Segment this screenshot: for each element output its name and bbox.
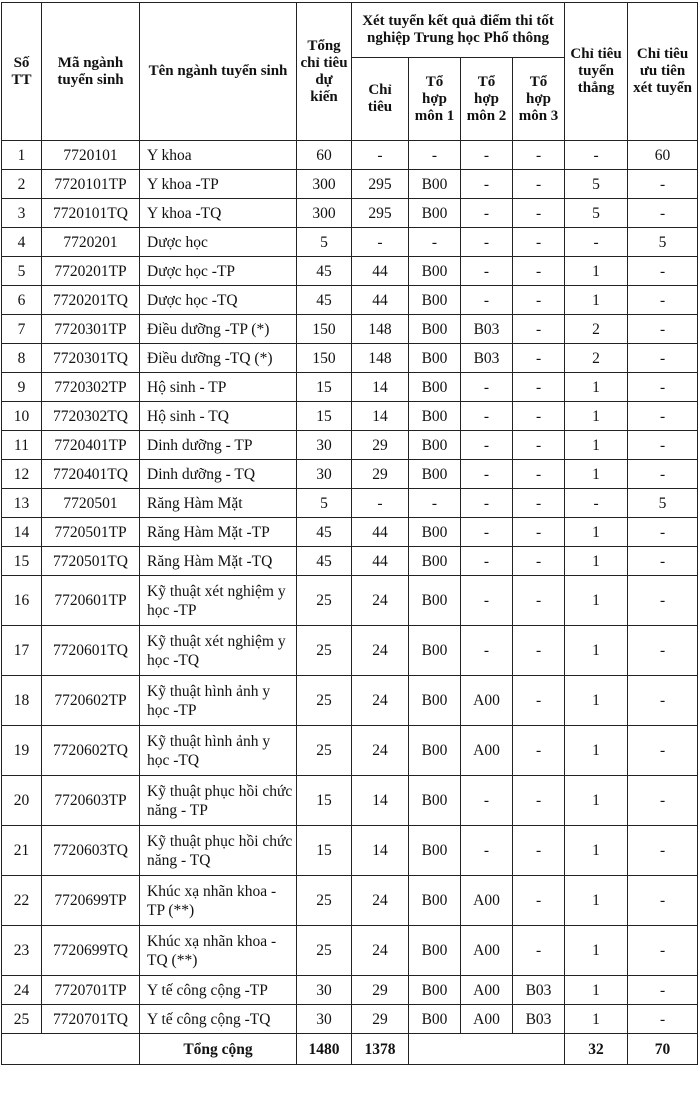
table-row <box>2 489 698 518</box>
table-row <box>2 170 698 199</box>
table-row <box>2 626 698 676</box>
cell-to-hop-1: B00 <box>409 373 461 402</box>
cell-ma-nganh: 7720602TP <box>42 676 140 726</box>
table-body <box>2 141 698 1034</box>
cell-stt: 6 <box>2 286 42 315</box>
cell-to-hop-1: B00 <box>409 926 461 976</box>
cell-to-hop-1: B00 <box>409 460 461 489</box>
cell-tuyen-thang: 1 <box>565 1005 628 1034</box>
cell-to-hop-2: - <box>461 547 513 576</box>
cell-to-hop-2: B03 <box>461 315 513 344</box>
cell-uu-tien: - <box>628 826 698 876</box>
header-chi-tieu: Chỉ tiêu <box>352 58 409 141</box>
cell-tuyen-thang: 1 <box>565 257 628 286</box>
header-to-hop-3: Tổ hợp môn 3 <box>513 58 565 141</box>
cell-to-hop-1: - <box>409 489 461 518</box>
cell-stt: 15 <box>2 547 42 576</box>
cell-ten-nganh: Hộ sinh - TP <box>140 373 297 402</box>
header-tuyen-thang: Chỉ tiêu tuyển thẳng <box>565 3 628 141</box>
cell-to-hop-1: B00 <box>409 344 461 373</box>
table-row <box>2 518 698 547</box>
cell-chi-tieu: 148 <box>352 344 409 373</box>
cell-tuyen-thang: 1 <box>565 460 628 489</box>
cell-to-hop-1: B00 <box>409 286 461 315</box>
cell-tuyen-thang: 1 <box>565 576 628 626</box>
table-row <box>2 431 698 460</box>
cell-stt: 4 <box>2 228 42 257</box>
cell-to-hop-3: B03 <box>513 976 565 1005</box>
cell-to-hop-1: B00 <box>409 518 461 547</box>
cell-ma-nganh: 7720302TP <box>42 373 140 402</box>
table-row <box>2 286 698 315</box>
cell-chi-tieu: 14 <box>352 373 409 402</box>
cell-tong: 300 <box>297 170 352 199</box>
cell-tong: 150 <box>297 315 352 344</box>
cell-tuyen-thang: 1 <box>565 547 628 576</box>
table-row <box>2 726 698 776</box>
total-chi-tieu: 1378 <box>352 1034 409 1065</box>
cell-ma-nganh: 7720101TQ <box>42 199 140 228</box>
total-empty-cell <box>2 1034 140 1065</box>
cell-chi-tieu: 24 <box>352 926 409 976</box>
table-row <box>2 199 698 228</box>
cell-to-hop-2: - <box>461 460 513 489</box>
cell-tuyen-thang: 1 <box>565 518 628 547</box>
cell-ten-nganh: Dinh dưỡng - TQ <box>140 460 297 489</box>
cell-chi-tieu: 29 <box>352 1005 409 1034</box>
total-label: Tổng cộng <box>140 1034 297 1065</box>
cell-chi-tieu: - <box>352 228 409 257</box>
cell-tuyen-thang: 1 <box>565 726 628 776</box>
cell-ma-nganh: 7720699TP <box>42 876 140 926</box>
cell-uu-tien: - <box>628 460 698 489</box>
cell-tong: 15 <box>297 776 352 826</box>
cell-to-hop-1: B00 <box>409 676 461 726</box>
cell-uu-tien: - <box>628 926 698 976</box>
cell-ten-nganh: Răng Hàm Mặt -TQ <box>140 547 297 576</box>
cell-uu-tien: - <box>628 776 698 826</box>
cell-ma-nganh: 7720201 <box>42 228 140 257</box>
cell-uu-tien: 5 <box>628 228 698 257</box>
cell-tong: 25 <box>297 576 352 626</box>
cell-ma-nganh: 7720101TP <box>42 170 140 199</box>
cell-ma-nganh: 7720701TQ <box>42 1005 140 1034</box>
cell-to-hop-2: - <box>461 626 513 676</box>
cell-to-hop-3: - <box>513 199 565 228</box>
cell-ma-nganh: 7720201TP <box>42 257 140 286</box>
cell-chi-tieu: 29 <box>352 460 409 489</box>
cell-to-hop-2: A00 <box>461 926 513 976</box>
total-uu-tien: 70 <box>628 1034 698 1065</box>
table-row <box>2 976 698 1005</box>
cell-tong: 15 <box>297 402 352 431</box>
cell-to-hop-3: - <box>513 626 565 676</box>
cell-tong: 45 <box>297 518 352 547</box>
table-row <box>2 676 698 726</box>
cell-chi-tieu: - <box>352 489 409 518</box>
cell-ten-nganh: Kỹ thuật xét nghiệm y học -TQ <box>140 626 297 676</box>
cell-tuyen-thang: 1 <box>565 431 628 460</box>
table-row <box>2 926 698 976</box>
cell-to-hop-2: A00 <box>461 676 513 726</box>
cell-tong: 25 <box>297 876 352 926</box>
cell-ten-nganh: Y khoa -TP <box>140 170 297 199</box>
cell-uu-tien: - <box>628 1005 698 1034</box>
cell-to-hop-3: - <box>513 315 565 344</box>
cell-stt: 24 <box>2 976 42 1005</box>
cell-tong: 25 <box>297 676 352 726</box>
table-row <box>2 373 698 402</box>
cell-to-hop-2: - <box>461 826 513 876</box>
cell-to-hop-1: B00 <box>409 257 461 286</box>
table-row <box>2 460 698 489</box>
cell-uu-tien: - <box>628 726 698 776</box>
cell-to-hop-1: B00 <box>409 576 461 626</box>
cell-to-hop-3: - <box>513 344 565 373</box>
cell-to-hop-3: - <box>513 170 565 199</box>
cell-ten-nganh: Hộ sinh - TQ <box>140 402 297 431</box>
cell-tuyen-thang: 5 <box>565 170 628 199</box>
cell-chi-tieu: 44 <box>352 547 409 576</box>
cell-stt: 25 <box>2 1005 42 1034</box>
table-header <box>2 3 698 141</box>
cell-uu-tien: - <box>628 257 698 286</box>
cell-uu-tien: 5 <box>628 489 698 518</box>
cell-uu-tien: - <box>628 676 698 726</box>
admission-quota-table <box>1 2 698 1065</box>
cell-uu-tien: 60 <box>628 141 698 170</box>
table-row <box>2 141 698 170</box>
cell-to-hop-3: - <box>513 228 565 257</box>
cell-ten-nganh: Kỹ thuật xét nghiệm y học -TP <box>140 576 297 626</box>
cell-to-hop-2: - <box>461 199 513 228</box>
cell-tuyen-thang: - <box>565 228 628 257</box>
cell-stt: 14 <box>2 518 42 547</box>
header-stt: Số TT <box>2 3 42 141</box>
cell-ma-nganh: 7720101 <box>42 141 140 170</box>
cell-stt: 23 <box>2 926 42 976</box>
cell-to-hop-1: B00 <box>409 626 461 676</box>
cell-ma-nganh: 7720401TP <box>42 431 140 460</box>
cell-tong: 15 <box>297 373 352 402</box>
cell-tong: 25 <box>297 926 352 976</box>
header-ma-nganh: Mã ngành tuyển sinh <box>42 3 140 141</box>
cell-tuyen-thang: 2 <box>565 344 628 373</box>
cell-chi-tieu: 24 <box>352 876 409 926</box>
cell-uu-tien: - <box>628 402 698 431</box>
cell-to-hop-1: B00 <box>409 1005 461 1034</box>
cell-ma-nganh: 7720501 <box>42 489 140 518</box>
cell-to-hop-2: A00 <box>461 726 513 776</box>
cell-ma-nganh: 7720602TQ <box>42 726 140 776</box>
cell-tong: 30 <box>297 460 352 489</box>
cell-uu-tien: - <box>628 876 698 926</box>
cell-stt: 3 <box>2 199 42 228</box>
cell-uu-tien: - <box>628 344 698 373</box>
cell-to-hop-1: - <box>409 141 461 170</box>
cell-to-hop-2: - <box>461 170 513 199</box>
cell-uu-tien: - <box>628 315 698 344</box>
cell-ma-nganh: 7720601TQ <box>42 626 140 676</box>
cell-to-hop-1: B00 <box>409 315 461 344</box>
table-row <box>2 257 698 286</box>
cell-stt: 18 <box>2 676 42 726</box>
cell-to-hop-3: - <box>513 726 565 776</box>
cell-to-hop-1: B00 <box>409 876 461 926</box>
header-ten-nganh: Tên ngành tuyển sinh <box>140 3 297 141</box>
cell-stt: 7 <box>2 315 42 344</box>
cell-to-hop-2: - <box>461 489 513 518</box>
cell-uu-tien: - <box>628 286 698 315</box>
cell-tong: 25 <box>297 726 352 776</box>
cell-tong: 15 <box>297 826 352 876</box>
cell-tuyen-thang: - <box>565 489 628 518</box>
cell-tuyen-thang: 1 <box>565 676 628 726</box>
cell-ma-nganh: 7720401TQ <box>42 460 140 489</box>
cell-to-hop-2: - <box>461 141 513 170</box>
cell-uu-tien: - <box>628 170 698 199</box>
table-row <box>2 344 698 373</box>
cell-to-hop-1: B00 <box>409 976 461 1005</box>
cell-chi-tieu: 295 <box>352 199 409 228</box>
cell-to-hop-2: - <box>461 228 513 257</box>
table-row <box>2 1005 698 1034</box>
cell-to-hop-2: A00 <box>461 876 513 926</box>
header-to-hop-1: Tổ hợp môn 1 <box>409 58 461 141</box>
cell-stt: 8 <box>2 344 42 373</box>
cell-to-hop-2: A00 <box>461 976 513 1005</box>
cell-chi-tieu: 295 <box>352 170 409 199</box>
cell-ma-nganh: 7720603TQ <box>42 826 140 876</box>
cell-chi-tieu: 24 <box>352 576 409 626</box>
cell-to-hop-1: B00 <box>409 726 461 776</box>
cell-to-hop-3: - <box>513 876 565 926</box>
total-to-hop-empty <box>409 1034 565 1065</box>
cell-to-hop-3: - <box>513 141 565 170</box>
cell-stt: 13 <box>2 489 42 518</box>
total-row <box>2 1034 698 1065</box>
cell-tong: 60 <box>297 141 352 170</box>
cell-stt: 21 <box>2 826 42 876</box>
cell-to-hop-2: - <box>461 576 513 626</box>
cell-tuyen-thang: - <box>565 141 628 170</box>
cell-stt: 20 <box>2 776 42 826</box>
cell-ten-nganh: Dược học -TP <box>140 257 297 286</box>
cell-uu-tien: - <box>628 547 698 576</box>
cell-to-hop-2: - <box>461 402 513 431</box>
cell-ten-nganh: Dinh dưỡng - TP <box>140 431 297 460</box>
cell-tong: 300 <box>297 199 352 228</box>
cell-to-hop-3: - <box>513 676 565 726</box>
cell-ma-nganh: 7720302TQ <box>42 402 140 431</box>
table-row <box>2 576 698 626</box>
cell-stt: 16 <box>2 576 42 626</box>
cell-ma-nganh: 7720501TP <box>42 518 140 547</box>
cell-to-hop-1: B00 <box>409 199 461 228</box>
cell-tuyen-thang: 1 <box>565 402 628 431</box>
cell-ten-nganh: Kỹ thuật phục hồi chức năng - TP <box>140 776 297 826</box>
cell-ten-nganh: Răng Hàm Mặt <box>140 489 297 518</box>
cell-to-hop-2: - <box>461 257 513 286</box>
cell-to-hop-3: - <box>513 576 565 626</box>
cell-to-hop-3: - <box>513 489 565 518</box>
cell-ma-nganh: 7720501TQ <box>42 547 140 576</box>
cell-tuyen-thang: 5 <box>565 199 628 228</box>
header-tong-chi-tieu: Tổng chỉ tiêu dự kiến <box>297 3 352 141</box>
cell-to-hop-3: - <box>513 402 565 431</box>
cell-stt: 12 <box>2 460 42 489</box>
cell-ten-nganh: Y khoa <box>140 141 297 170</box>
cell-tong: 45 <box>297 547 352 576</box>
cell-to-hop-2: B03 <box>461 344 513 373</box>
cell-to-hop-3: - <box>513 257 565 286</box>
cell-chi-tieu: 24 <box>352 626 409 676</box>
cell-uu-tien: - <box>628 626 698 676</box>
cell-ma-nganh: 7720601TP <box>42 576 140 626</box>
cell-to-hop-2: - <box>461 373 513 402</box>
cell-ma-nganh: 7720701TP <box>42 976 140 1005</box>
cell-stt: 19 <box>2 726 42 776</box>
cell-to-hop-1: B00 <box>409 826 461 876</box>
cell-uu-tien: - <box>628 518 698 547</box>
cell-ten-nganh: Y khoa -TQ <box>140 199 297 228</box>
cell-chi-tieu: 14 <box>352 402 409 431</box>
table-row <box>2 547 698 576</box>
cell-ten-nganh: Kỹ thuật hình ảnh y học -TP <box>140 676 297 726</box>
cell-to-hop-3: B03 <box>513 1005 565 1034</box>
cell-chi-tieu: 24 <box>352 726 409 776</box>
cell-to-hop-1: B00 <box>409 402 461 431</box>
cell-chi-tieu: 29 <box>352 431 409 460</box>
cell-to-hop-1: B00 <box>409 431 461 460</box>
cell-stt: 10 <box>2 402 42 431</box>
total-tong: 1480 <box>297 1034 352 1065</box>
cell-ten-nganh: Điều dưỡng -TP (*) <box>140 315 297 344</box>
cell-uu-tien: - <box>628 576 698 626</box>
cell-tong: 30 <box>297 1005 352 1034</box>
cell-tuyen-thang: 1 <box>565 286 628 315</box>
cell-to-hop-3: - <box>513 518 565 547</box>
cell-to-hop-3: - <box>513 926 565 976</box>
cell-tuyen-thang: 2 <box>565 315 628 344</box>
table-row <box>2 402 698 431</box>
cell-ten-nganh: Dược học -TQ <box>140 286 297 315</box>
cell-ten-nganh: Khúc xạ nhãn khoa - TP (**) <box>140 876 297 926</box>
cell-ma-nganh: 7720699TQ <box>42 926 140 976</box>
cell-to-hop-1: - <box>409 228 461 257</box>
header-xet-tuyen-group: Xét tuyển kết quả điểm thi tốt nghiệp Trung học Phổ thông <box>352 3 565 58</box>
cell-tong: 45 <box>297 257 352 286</box>
cell-to-hop-2: - <box>461 776 513 826</box>
cell-tong: 5 <box>297 489 352 518</box>
table-row <box>2 826 698 876</box>
total-tuyen-thang: 32 <box>565 1034 628 1065</box>
cell-tuyen-thang: 1 <box>565 826 628 876</box>
cell-stt: 9 <box>2 373 42 402</box>
cell-to-hop-1: B00 <box>409 170 461 199</box>
table-row <box>2 876 698 926</box>
cell-ma-nganh: 7720603TP <box>42 776 140 826</box>
table-row <box>2 776 698 826</box>
cell-ten-nganh: Dược học <box>140 228 297 257</box>
cell-ten-nganh: Kỹ thuật hình ảnh y học -TQ <box>140 726 297 776</box>
cell-to-hop-3: - <box>513 776 565 826</box>
cell-stt: 22 <box>2 876 42 926</box>
table-row <box>2 315 698 344</box>
cell-chi-tieu: 14 <box>352 826 409 876</box>
cell-ma-nganh: 7720301TP <box>42 315 140 344</box>
cell-tuyen-thang: 1 <box>565 976 628 1005</box>
cell-uu-tien: - <box>628 431 698 460</box>
cell-tong: 30 <box>297 431 352 460</box>
cell-to-hop-3: - <box>513 373 565 402</box>
cell-stt: 5 <box>2 257 42 286</box>
cell-chi-tieu: 14 <box>352 776 409 826</box>
cell-uu-tien: - <box>628 373 698 402</box>
cell-to-hop-3: - <box>513 431 565 460</box>
table-row <box>2 228 698 257</box>
cell-tong: 25 <box>297 626 352 676</box>
cell-tong: 5 <box>297 228 352 257</box>
cell-tuyen-thang: 1 <box>565 373 628 402</box>
cell-to-hop-1: B00 <box>409 776 461 826</box>
cell-to-hop-2: - <box>461 518 513 547</box>
cell-ten-nganh: Kỹ thuật phục hồi chức năng - TQ <box>140 826 297 876</box>
cell-to-hop-2: A00 <box>461 1005 513 1034</box>
cell-ten-nganh: Răng Hàm Mặt -TP <box>140 518 297 547</box>
cell-to-hop-2: - <box>461 286 513 315</box>
cell-to-hop-3: - <box>513 460 565 489</box>
cell-ma-nganh: 7720301TQ <box>42 344 140 373</box>
cell-chi-tieu: 44 <box>352 286 409 315</box>
cell-ten-nganh: Khúc xạ nhãn khoa - TQ (**) <box>140 926 297 976</box>
cell-chi-tieu: 44 <box>352 257 409 286</box>
cell-tuyen-thang: 1 <box>565 876 628 926</box>
cell-chi-tieu: 29 <box>352 976 409 1005</box>
header-to-hop-2: Tổ hợp môn 2 <box>461 58 513 141</box>
cell-tuyen-thang: 1 <box>565 776 628 826</box>
cell-uu-tien: - <box>628 976 698 1005</box>
cell-to-hop-3: - <box>513 826 565 876</box>
cell-tong: 45 <box>297 286 352 315</box>
cell-tong: 30 <box>297 976 352 1005</box>
cell-chi-tieu: 148 <box>352 315 409 344</box>
cell-to-hop-3: - <box>513 547 565 576</box>
cell-uu-tien: - <box>628 199 698 228</box>
cell-ma-nganh: 7720201TQ <box>42 286 140 315</box>
cell-stt: 1 <box>2 141 42 170</box>
cell-stt: 17 <box>2 626 42 676</box>
cell-ten-nganh: Điều dưỡng -TQ (*) <box>140 344 297 373</box>
cell-to-hop-3: - <box>513 286 565 315</box>
cell-chi-tieu: - <box>352 141 409 170</box>
cell-stt: 11 <box>2 431 42 460</box>
cell-to-hop-2: - <box>461 431 513 460</box>
cell-chi-tieu: 24 <box>352 676 409 726</box>
cell-tuyen-thang: 1 <box>565 626 628 676</box>
header-uu-tien: Chỉ tiêu ưu tiên xét tuyển <box>628 3 698 141</box>
cell-chi-tieu: 44 <box>352 518 409 547</box>
cell-ten-nganh: Y tế công cộng -TQ <box>140 1005 297 1034</box>
cell-stt: 2 <box>2 170 42 199</box>
cell-tong: 150 <box>297 344 352 373</box>
cell-to-hop-1: B00 <box>409 547 461 576</box>
cell-tuyen-thang: 1 <box>565 926 628 976</box>
cell-ten-nganh: Y tế công cộng -TP <box>140 976 297 1005</box>
